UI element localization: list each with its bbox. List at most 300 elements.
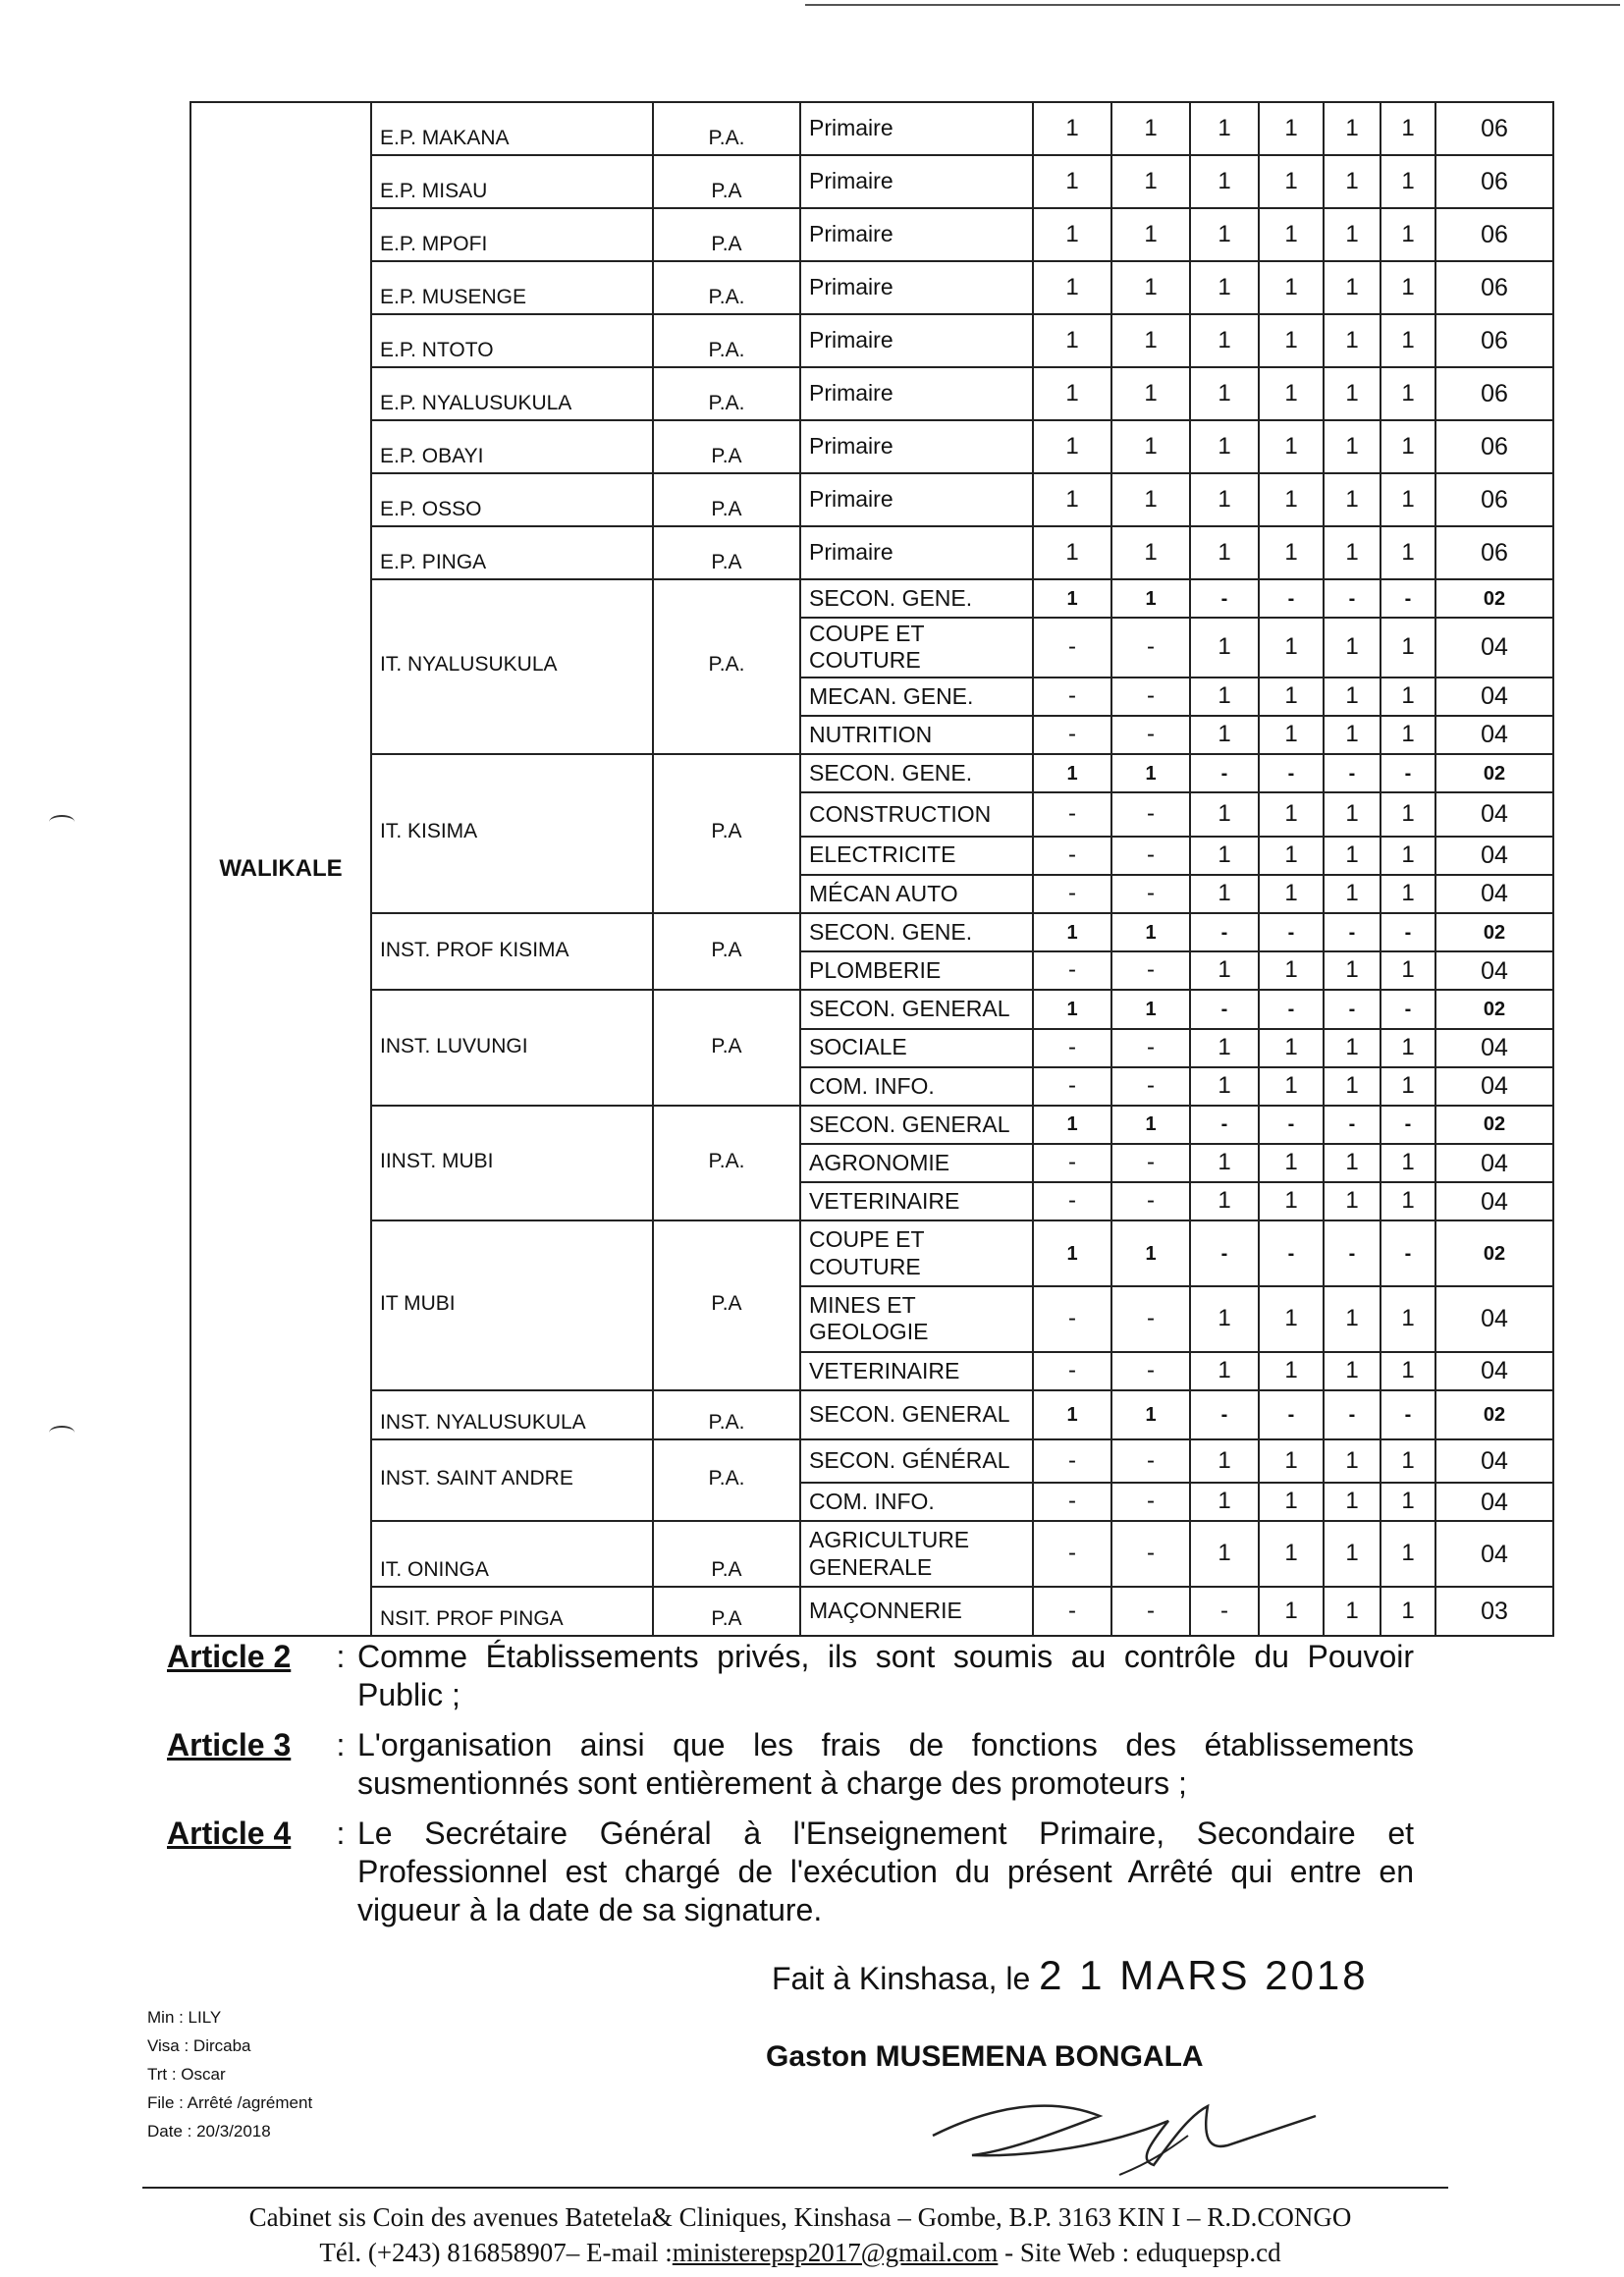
class-count-cell: - — [1033, 1521, 1111, 1587]
place-text: Fait à Kinshasa, le — [772, 1961, 1031, 1996]
total-cell: 04 — [1435, 837, 1553, 875]
class-count-cell: 1 — [1324, 155, 1380, 208]
class-count-cell: 1 — [1033, 155, 1111, 208]
reference-block — [147, 2003, 312, 2145]
option-cell: COUPE ET COUTURE — [800, 618, 1033, 678]
class-count-cell: - — [1111, 1144, 1190, 1182]
total-cell: 06 — [1435, 261, 1553, 314]
class-count-cell: 1 — [1380, 618, 1435, 678]
total-cell: 02 — [1435, 754, 1553, 792]
total-cell: 06 — [1435, 155, 1553, 208]
class-count-cell: - — [1111, 875, 1190, 913]
class-count-cell: - — [1111, 1182, 1190, 1220]
class-count-cell: 1 — [1190, 1182, 1259, 1220]
class-count-cell: 1 — [1259, 951, 1324, 990]
class-count-cell: 1 — [1380, 678, 1435, 716]
table-row — [190, 261, 1553, 314]
school-name-cell: E.P. OSSO — [371, 473, 653, 526]
class-count-cell: - — [1033, 618, 1111, 678]
class-count-cell: 1 — [1190, 678, 1259, 716]
class-count-cell: 1 — [1259, 420, 1324, 473]
option-cell: Primaire — [800, 367, 1033, 420]
class-count-cell: - — [1190, 754, 1259, 792]
class-count-cell: - — [1111, 1352, 1190, 1390]
class-count-cell: 1 — [1190, 1286, 1259, 1352]
class-count-cell: 1 — [1324, 678, 1380, 716]
class-count-cell: - — [1033, 1439, 1111, 1483]
total-cell: 06 — [1435, 314, 1553, 367]
class-count-cell: 1 — [1380, 1587, 1435, 1636]
class-count-cell: 1 — [1380, 837, 1435, 875]
class-count-cell: 1 — [1324, 102, 1380, 155]
total-cell: 06 — [1435, 473, 1553, 526]
class-count-cell: - — [1033, 1182, 1111, 1220]
class-count-cell: 1 — [1380, 1286, 1435, 1352]
class-count-cell: 1 — [1033, 1220, 1111, 1286]
class-count-cell: 1 — [1033, 261, 1111, 314]
table-row — [190, 754, 1553, 792]
class-count-cell: 1 — [1380, 473, 1435, 526]
class-count-cell: 1 — [1033, 367, 1111, 420]
class-count-cell: - — [1111, 1483, 1190, 1521]
total-cell: 06 — [1435, 367, 1553, 420]
school-name-cell: IT MUBI — [371, 1220, 653, 1390]
class-count-cell: 1 — [1324, 261, 1380, 314]
total-cell: 04 — [1435, 618, 1553, 678]
class-count-cell: - — [1380, 1106, 1435, 1144]
class-count-cell: 1 — [1324, 367, 1380, 420]
class-count-cell: - — [1033, 1144, 1111, 1182]
class-count-cell: - — [1380, 1390, 1435, 1439]
class-count-cell: 1 — [1380, 420, 1435, 473]
option-cell: MÉCAN AUTO — [800, 875, 1033, 913]
class-count-cell: - — [1324, 1390, 1380, 1439]
ref-line: Trt : Oscar — [147, 2065, 226, 2084]
class-count-cell: - — [1324, 990, 1380, 1028]
article-colon: : — [336, 1639, 346, 1674]
place-and-date — [772, 1952, 1369, 1999]
total-cell: 04 — [1435, 792, 1553, 836]
regime-cell: P.A — [653, 420, 800, 473]
total-cell: 02 — [1435, 990, 1553, 1028]
option-cell: ELECTRICITE — [800, 837, 1033, 875]
class-count-cell: 1 — [1259, 155, 1324, 208]
class-count-cell: - — [1111, 951, 1190, 990]
class-count-cell: 1 — [1033, 102, 1111, 155]
class-count-cell: 1 — [1190, 716, 1259, 754]
option-cell: Primaire — [800, 261, 1033, 314]
class-count-cell: 1 — [1324, 420, 1380, 473]
option-cell: MINES ET GEOLOGIE — [800, 1286, 1033, 1352]
class-count-cell: 1 — [1259, 1286, 1324, 1352]
total-cell: 03 — [1435, 1587, 1553, 1636]
total-cell: 04 — [1435, 1286, 1553, 1352]
class-count-cell: 1 — [1324, 792, 1380, 836]
class-count-cell: - — [1259, 990, 1324, 1028]
regime-cell: P.A. — [653, 261, 800, 314]
class-count-cell: - — [1190, 1106, 1259, 1144]
class-count-cell: - — [1111, 1587, 1190, 1636]
school-name-cell: INST. PROF KISIMA — [371, 913, 653, 990]
class-count-cell: - — [1259, 754, 1324, 792]
class-count-cell: - — [1111, 618, 1190, 678]
class-count-cell: - — [1033, 678, 1111, 716]
class-count-cell: 1 — [1111, 261, 1190, 314]
class-count-cell: 1 — [1380, 261, 1435, 314]
class-count-cell: 1 — [1190, 473, 1259, 526]
class-count-cell: 1 — [1380, 1067, 1435, 1106]
class-count-cell: - — [1324, 1220, 1380, 1286]
class-count-cell: 1 — [1259, 716, 1324, 754]
class-count-cell: 1 — [1259, 261, 1324, 314]
class-count-cell: 1 — [1111, 990, 1190, 1028]
option-cell: Primaire — [800, 102, 1033, 155]
regime-cell: P.A — [653, 913, 800, 990]
class-count-cell: 1 — [1380, 1439, 1435, 1483]
option-cell: Primaire — [800, 473, 1033, 526]
class-count-cell: 1 — [1259, 875, 1324, 913]
table-row — [190, 155, 1553, 208]
table-row — [190, 314, 1553, 367]
class-count-cell: - — [1190, 579, 1259, 618]
class-count-cell: - — [1033, 1067, 1111, 1106]
ref-line: Min : LILY — [147, 2008, 222, 2027]
table-row — [190, 526, 1553, 579]
class-count-cell: - — [1033, 1029, 1111, 1067]
footer-phone: Tél. (+243) 816858907– E-mail : — [319, 2238, 673, 2267]
class-count-cell: 1 — [1033, 990, 1111, 1028]
top-scan-line — [805, 4, 1620, 6]
class-count-cell: 1 — [1190, 1352, 1259, 1390]
class-count-cell: 1 — [1380, 1144, 1435, 1182]
class-count-cell: - — [1111, 678, 1190, 716]
option-cell: Primaire — [800, 314, 1033, 367]
class-count-cell: - — [1111, 1286, 1190, 1352]
regime-cell: P.A — [653, 155, 800, 208]
article-text: L'organisation ainsi que les frais de fonctions des établissements susmentionnés sont entièrement à charge des promoteurs ; — [357, 1727, 1414, 1802]
class-count-cell: - — [1324, 754, 1380, 792]
footer-address: Cabinet sis Coin des avenues Batetela& Cliniques, Kinshasa – Gombe, B.P. 3163 KIN I – R.D.CONGO — [248, 2202, 1352, 2232]
class-count-cell: - — [1190, 990, 1259, 1028]
option-cell: Primaire — [800, 526, 1033, 579]
territory-cell: WALIKALE — [190, 102, 371, 1636]
school-name-cell: IT. ONINGA — [371, 1521, 653, 1587]
class-count-cell: - — [1033, 1587, 1111, 1636]
class-count-cell: - — [1111, 792, 1190, 836]
footer-email-link[interactable]: ministerepsp2017@gmail.com — [672, 2238, 999, 2267]
class-count-cell: 1 — [1324, 1144, 1380, 1182]
class-count-cell: - — [1190, 1587, 1259, 1636]
class-count-cell: - — [1259, 579, 1324, 618]
class-count-cell: 1 — [1111, 102, 1190, 155]
class-count-cell: 1 — [1190, 155, 1259, 208]
class-count-cell: 1 — [1324, 1521, 1380, 1587]
regime-cell: P.A. — [653, 1106, 800, 1221]
table-row — [190, 367, 1553, 420]
article-label: Article 4 — [167, 1816, 292, 1852]
class-count-cell: 1 — [1259, 1182, 1324, 1220]
total-cell: 06 — [1435, 102, 1553, 155]
table-row — [190, 1220, 1553, 1286]
class-count-cell: 1 — [1033, 208, 1111, 261]
class-count-cell: - — [1259, 1106, 1324, 1144]
school-name-cell: E.P. NTOTO — [371, 314, 653, 367]
article-colon: : — [336, 1727, 346, 1763]
school-name-cell: E.P. NYALUSUKULA — [371, 367, 653, 420]
class-count-cell: 1 — [1190, 837, 1259, 875]
ref-line: Visa : Dircaba — [147, 2036, 251, 2055]
class-count-cell: 1 — [1033, 913, 1111, 951]
class-count-cell: 1 — [1324, 526, 1380, 579]
option-cell: VETERINAIRE — [800, 1182, 1033, 1220]
school-name-cell: NSIT. PROF PINGA — [371, 1587, 653, 1636]
table-row — [190, 913, 1553, 951]
class-count-cell: 1 — [1324, 875, 1380, 913]
class-count-cell: 1 — [1380, 875, 1435, 913]
option-cell: SECON. GENE. — [800, 579, 1033, 618]
class-count-cell: - — [1324, 1106, 1380, 1144]
class-count-cell: 1 — [1190, 618, 1259, 678]
class-count-cell: - — [1033, 837, 1111, 875]
class-count-cell: 1 — [1190, 367, 1259, 420]
class-count-cell: 1 — [1259, 208, 1324, 261]
option-cell: NUTRITION — [800, 716, 1033, 754]
table-row — [190, 102, 1553, 155]
school-name-cell: E.P. MISAU — [371, 155, 653, 208]
option-cell: COUPE ET COUTURE — [800, 1220, 1033, 1286]
class-count-cell: 1 — [1033, 1390, 1111, 1439]
class-count-cell: 1 — [1324, 1286, 1380, 1352]
class-count-cell: 1 — [1190, 526, 1259, 579]
class-count-cell: 1 — [1190, 420, 1259, 473]
table-row — [190, 420, 1553, 473]
class-count-cell: 1 — [1190, 1067, 1259, 1106]
school-name-cell: E.P. MPOFI — [371, 208, 653, 261]
school-name-cell: IT. KISIMA — [371, 754, 653, 913]
class-count-cell: - — [1111, 716, 1190, 754]
class-count-cell: 1 — [1380, 1521, 1435, 1587]
class-count-cell: - — [1033, 1286, 1111, 1352]
table-row — [190, 1587, 1553, 1636]
total-cell: 02 — [1435, 1390, 1553, 1439]
class-count-cell: 1 — [1259, 1483, 1324, 1521]
class-count-cell: 1 — [1111, 473, 1190, 526]
option-cell: PLOMBERIE — [800, 951, 1033, 990]
class-count-cell: - — [1111, 1067, 1190, 1106]
class-count-cell: - — [1033, 951, 1111, 990]
class-count-cell: - — [1190, 913, 1259, 951]
class-count-cell: 1 — [1324, 716, 1380, 754]
article-colon: : — [336, 1816, 346, 1852]
margin-mark — [49, 815, 75, 829]
school-name-cell: E.P. OBAYI — [371, 420, 653, 473]
option-cell: Primaire — [800, 155, 1033, 208]
option-cell: Primaire — [800, 420, 1033, 473]
class-count-cell: 1 — [1259, 792, 1324, 836]
option-cell: SECON. GENE. — [800, 754, 1033, 792]
class-count-cell: 1 — [1033, 526, 1111, 579]
class-count-cell: 1 — [1111, 913, 1190, 951]
class-count-cell: 1 — [1380, 1352, 1435, 1390]
total-cell: 04 — [1435, 1439, 1553, 1483]
school-name-cell: E.P. PINGA — [371, 526, 653, 579]
class-count-cell: - — [1259, 1390, 1324, 1439]
class-count-cell: 1 — [1380, 1029, 1435, 1067]
class-count-cell: 1 — [1190, 102, 1259, 155]
class-count-cell: 1 — [1380, 951, 1435, 990]
total-cell: 04 — [1435, 1483, 1553, 1521]
option-cell: SECON. GÉNÉRAL — [800, 1439, 1033, 1483]
school-name-cell: E.P. MAKANA — [371, 102, 653, 155]
article-label: Article 3 — [167, 1727, 292, 1763]
table-row — [190, 1390, 1553, 1439]
option-cell: SECON. GENERAL — [800, 1390, 1033, 1439]
total-cell: 04 — [1435, 875, 1553, 913]
class-count-cell: 1 — [1324, 1483, 1380, 1521]
class-count-cell: - — [1380, 579, 1435, 618]
class-count-cell: 1 — [1324, 1587, 1380, 1636]
table-row — [190, 208, 1553, 261]
class-count-cell: 1 — [1324, 1352, 1380, 1390]
regime-cell: P.A. — [653, 1439, 800, 1522]
class-count-cell: - — [1033, 875, 1111, 913]
class-count-cell: 1 — [1259, 1067, 1324, 1106]
option-cell: AGRICULTURE GENERALE — [800, 1521, 1033, 1587]
class-count-cell: 1 — [1033, 579, 1111, 618]
option-cell: COM. INFO. — [800, 1067, 1033, 1106]
article-2 — [167, 1638, 1414, 1714]
class-count-cell: 1 — [1324, 618, 1380, 678]
class-count-cell: 1 — [1324, 314, 1380, 367]
class-count-cell: - — [1111, 1521, 1190, 1587]
option-cell: COM. INFO. — [800, 1483, 1033, 1521]
class-count-cell: 1 — [1111, 420, 1190, 473]
class-count-cell: 1 — [1259, 314, 1324, 367]
class-count-cell: 1 — [1324, 208, 1380, 261]
regime-cell: P.A — [653, 208, 800, 261]
class-count-cell: 1 — [1033, 473, 1111, 526]
total-cell: 02 — [1435, 579, 1553, 618]
article-4 — [167, 1815, 1414, 1929]
class-count-cell: 1 — [1111, 155, 1190, 208]
class-count-cell: - — [1380, 913, 1435, 951]
ref-line: File : Arrêté /agrément — [147, 2093, 313, 2112]
option-cell: SECON. GENERAL — [800, 990, 1033, 1028]
class-count-cell: 1 — [1190, 208, 1259, 261]
class-count-cell: - — [1380, 754, 1435, 792]
total-cell: 04 — [1435, 678, 1553, 716]
class-count-cell: 1 — [1380, 1483, 1435, 1521]
regime-cell: P.A — [653, 1587, 800, 1636]
footer-website: - Site Web : eduquepsp.cd — [998, 2238, 1281, 2267]
class-count-cell: - — [1111, 1439, 1190, 1483]
class-count-cell: 1 — [1259, 837, 1324, 875]
regime-cell: P.A — [653, 990, 800, 1106]
class-count-cell: 1 — [1259, 618, 1324, 678]
class-count-cell: - — [1380, 1220, 1435, 1286]
class-count-cell: 1 — [1324, 951, 1380, 990]
regime-cell: P.A. — [653, 579, 800, 754]
class-count-cell: 1 — [1259, 678, 1324, 716]
regime-cell: P.A — [653, 754, 800, 913]
class-count-cell: 1 — [1324, 837, 1380, 875]
table-row — [190, 1106, 1553, 1144]
option-cell: Primaire — [800, 208, 1033, 261]
class-count-cell: 1 — [1380, 792, 1435, 836]
option-cell: MECAN. GENE. — [800, 678, 1033, 716]
school-name-cell: IINST. MUBI — [371, 1106, 653, 1221]
article-label: Article 2 — [167, 1639, 292, 1674]
option-cell: VETERINAIRE — [800, 1352, 1033, 1390]
class-count-cell: - — [1033, 1352, 1111, 1390]
class-count-cell: 1 — [1190, 1029, 1259, 1067]
footer-rule — [142, 2187, 1448, 2189]
option-cell: SECON. GENERAL — [800, 1106, 1033, 1144]
class-count-cell: - — [1111, 837, 1190, 875]
table-row — [190, 473, 1553, 526]
option-cell: AGRONOMIE — [800, 1144, 1033, 1182]
class-count-cell: 1 — [1324, 1029, 1380, 1067]
class-count-cell: - — [1033, 716, 1111, 754]
class-count-cell: - — [1190, 1220, 1259, 1286]
class-count-cell: - — [1324, 913, 1380, 951]
class-count-cell: 1 — [1380, 1182, 1435, 1220]
option-cell: SOCIALE — [800, 1029, 1033, 1067]
table-row — [190, 579, 1553, 618]
class-count-cell: 1 — [1190, 314, 1259, 367]
regime-cell: P.A — [653, 473, 800, 526]
school-name-cell: INST. LUVUNGI — [371, 990, 653, 1106]
total-cell: 04 — [1435, 1067, 1553, 1106]
school-name-cell: IT. NYALUSUKULA — [371, 579, 653, 754]
option-cell: MAÇONNERIE — [800, 1587, 1033, 1636]
regime-cell: P.A — [653, 1220, 800, 1390]
table-row — [190, 1521, 1553, 1587]
footer — [147, 2199, 1453, 2270]
total-cell: 04 — [1435, 1352, 1553, 1390]
footer-contact — [147, 2235, 1453, 2270]
class-count-cell: 1 — [1324, 473, 1380, 526]
class-count-cell: - — [1259, 913, 1324, 951]
total-cell: 06 — [1435, 526, 1553, 579]
class-count-cell: 1 — [1111, 754, 1190, 792]
signer-name: Gaston MUSEMENA BONGALA — [766, 2040, 1204, 2073]
margin-mark — [49, 1426, 75, 1439]
class-count-cell: 1 — [1259, 1587, 1324, 1636]
class-count-cell: 1 — [1111, 1106, 1190, 1144]
total-cell: 04 — [1435, 1144, 1553, 1182]
total-cell: 04 — [1435, 716, 1553, 754]
class-count-cell: 1 — [1111, 314, 1190, 367]
class-count-cell: 1 — [1380, 102, 1435, 155]
class-count-cell: 1 — [1259, 367, 1324, 420]
class-count-cell: 1 — [1033, 1106, 1111, 1144]
total-cell: 04 — [1435, 1029, 1553, 1067]
class-count-cell: 1 — [1259, 102, 1324, 155]
article-text: Comme Établissements privés, ils sont soumis au contrôle du Pouvoir Public ; — [357, 1639, 1414, 1713]
class-count-cell: 1 — [1259, 526, 1324, 579]
date-stamp: 2 1 MARS 2018 — [1039, 1952, 1369, 1998]
total-cell: 02 — [1435, 1106, 1553, 1144]
option-cell: SECON. GENE. — [800, 913, 1033, 951]
class-count-cell: 1 — [1259, 1439, 1324, 1483]
class-count-cell: 1 — [1380, 716, 1435, 754]
class-count-cell: 1 — [1259, 1352, 1324, 1390]
total-cell: 02 — [1435, 913, 1553, 951]
class-count-cell: - — [1111, 1029, 1190, 1067]
class-count-cell: - — [1033, 792, 1111, 836]
class-count-cell: - — [1190, 1390, 1259, 1439]
